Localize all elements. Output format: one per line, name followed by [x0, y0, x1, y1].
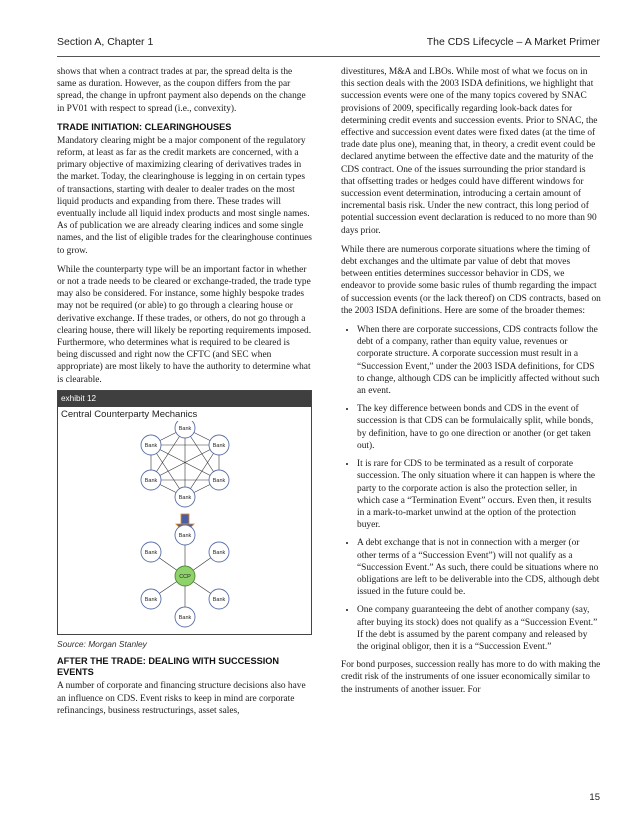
right-paragraph-2: While there are numerous corporate situations where the timing of debt exchanges and the ultimate par value of debt that moves between entities determines successor behavior in CDS, we endeavor to provide some basic rules of thumb regarding the impact of succession events (or the lack thereof) on CDS contracts, based on the 2003 ISDA definitions. Here are some of the broader themes:: [341, 244, 601, 316]
exhibit-source: Source: Morgan Stanley: [57, 639, 147, 650]
ccp-diagram: [58, 421, 311, 634]
clearinghouse-paragraph-1: Mandatory clearing might be a major component of the regulatory reform, at least as far as the credit markets are concerned, with a primary objective of maximizing clearing of derivatives trades in the market. Today, the clearinghouse is legging in on certain types of transactions, starting with dealer to dealer trades on the most liquid products and expanding from there. These trades will eventually include all liquid index products and most single names. As of publication we are already clearing indices and some single names, and the list of eligible trades for the clearinghouse continues to grow.: [57, 135, 312, 256]
bank-label: Bank: [212, 478, 226, 485]
page-number: 15: [589, 792, 600, 803]
bank-label: Bank: [178, 533, 192, 540]
bank-label: Bank: [178, 615, 192, 622]
left-column: [57, 66, 312, 717]
bank-label: Bank: [178, 426, 192, 433]
succession-paragraph: A number of corporate and financing structure decisions also have an influence on CDS. Event risks to keep in mind are corporate refinancings, business restructurings, asset sales,: [57, 681, 306, 716]
bank-label: Bank: [144, 443, 158, 450]
exhibit-box: [57, 390, 312, 635]
exhibit-label: exhibit 12: [58, 391, 311, 407]
bank-label: Bank: [212, 597, 226, 604]
right-paragraph-1: divestitures, M&A and LBOs. While most of what we focus on in this section deals with the 2003 ISDA definitions, we highlight that succession events were one of the many topics covered by SNAC provisions of 2009, specifically regarding look-back dates for determining credit events and succession events. Prior to SNAC, the effective and succession event dates were fixed dates (at the time of trade date plus one), meaning that, in theory, a credit event could be declared anytime between the effective date and the maturity of the CDS contract. One of the issues surrounding the prior standard is that offsetting trades or hedges could have different windows for succession event determination, introducing a certain amount of incremental basis risk. Under the new contract, this long period of potential succession event declaration is reduced to no more than 90 days prior.: [341, 67, 598, 236]
list-item: • When there are corporate successions, CDS contracts follow the debt of a company, rather than equity value, revenues or corporate structure. A corporate succession must result in a “Succession Event,” under the 2003 ISDA definitions, for CDS to change, although CDS can be implicitly affected without such an event.: [357, 324, 601, 397]
list-item: • It is rare for CDS to be terminated as a result of corporate succession. The only situation where it can happen is where the party to the corporate action is also the protection seller, in which case a “Termination Event” occurs. Even then, it results in a mark-to-market unwind at the option of the protection buyer.: [357, 458, 601, 531]
bank-label: Bank: [212, 443, 226, 450]
bank-label: Bank: [144, 478, 158, 485]
list-item: • The key difference between bonds and CDS in the event of succession is that CDS can be formulaically split, while bonds, by definition, have to go one direction or another (or get taken out).: [357, 403, 601, 452]
bank-label: Bank: [178, 495, 192, 502]
header-rule: [57, 56, 600, 57]
exhibit-title: Central Counterparty Mechanics: [61, 409, 198, 421]
ccp-network: [141, 525, 229, 627]
list-item: • One company guaranteeing the debt of another company (say, after buying its stock) does not qualify as a “Succession Event.” If the debt is assumed by the parent company and released by the original obligor, then it is a “Succession Event.”: [357, 604, 601, 653]
bank-label: Bank: [144, 550, 158, 557]
section-heading-succession: AFTER THE TRADE: DEALING WITH SUCCESSION EVENTS: [57, 656, 280, 678]
intro-paragraph: shows that when a contract trades at par, the spread delta is the same as duration. However, as the coupon differs from the par spread, the change in upfront payment also depends on the change in PV01 with respect to spread (i.e., convexity).: [57, 67, 306, 114]
list-item: • A debt exchange that is not in connection with a merger (or other terms of a “Succession Event”) will not qualify as a “Succession Event.” As such, there could be situations where no obligations are left to be deliverable into the CDS, although debt issued in the future could be.: [357, 537, 601, 598]
running-header-section: Section A, Chapter 1: [57, 36, 154, 48]
bank-label: Bank: [212, 550, 226, 557]
themes-list: [341, 324, 601, 653]
right-column: [341, 66, 601, 696]
clearinghouse-paragraph-2: While the counterparty type will be an important factor in whether or not a trade needs to be cleared or exchange-traded, the trade type may also be considered. For instance, some highly bespoke trades may not be required (or able) to go through a clearing house or derivative exchange. If these trades, or others, do not go through a clearing house, there will likely be reporting requirements imposed. Furthermore, who determines what is required to be cleared is being discussed and right now the CFTC (and SEC when appropriate) are most likely to have the authority to determine what is clearable.: [57, 264, 312, 385]
bilateral-network: [141, 421, 229, 507]
right-paragraph-3: For bond purposes, succession really has more to do with making the credit risk of the instruments of one issuer economically similar to the instruments of another issuer. For: [341, 660, 601, 695]
ccp-label: CCP: [179, 574, 191, 581]
bank-label: Bank: [144, 597, 158, 604]
running-header-title: The CDS Lifecycle – A Market Primer: [426, 36, 600, 48]
section-heading-clearinghouses: TRADE INITIATION: CLEARINGHOUSES: [57, 121, 232, 132]
